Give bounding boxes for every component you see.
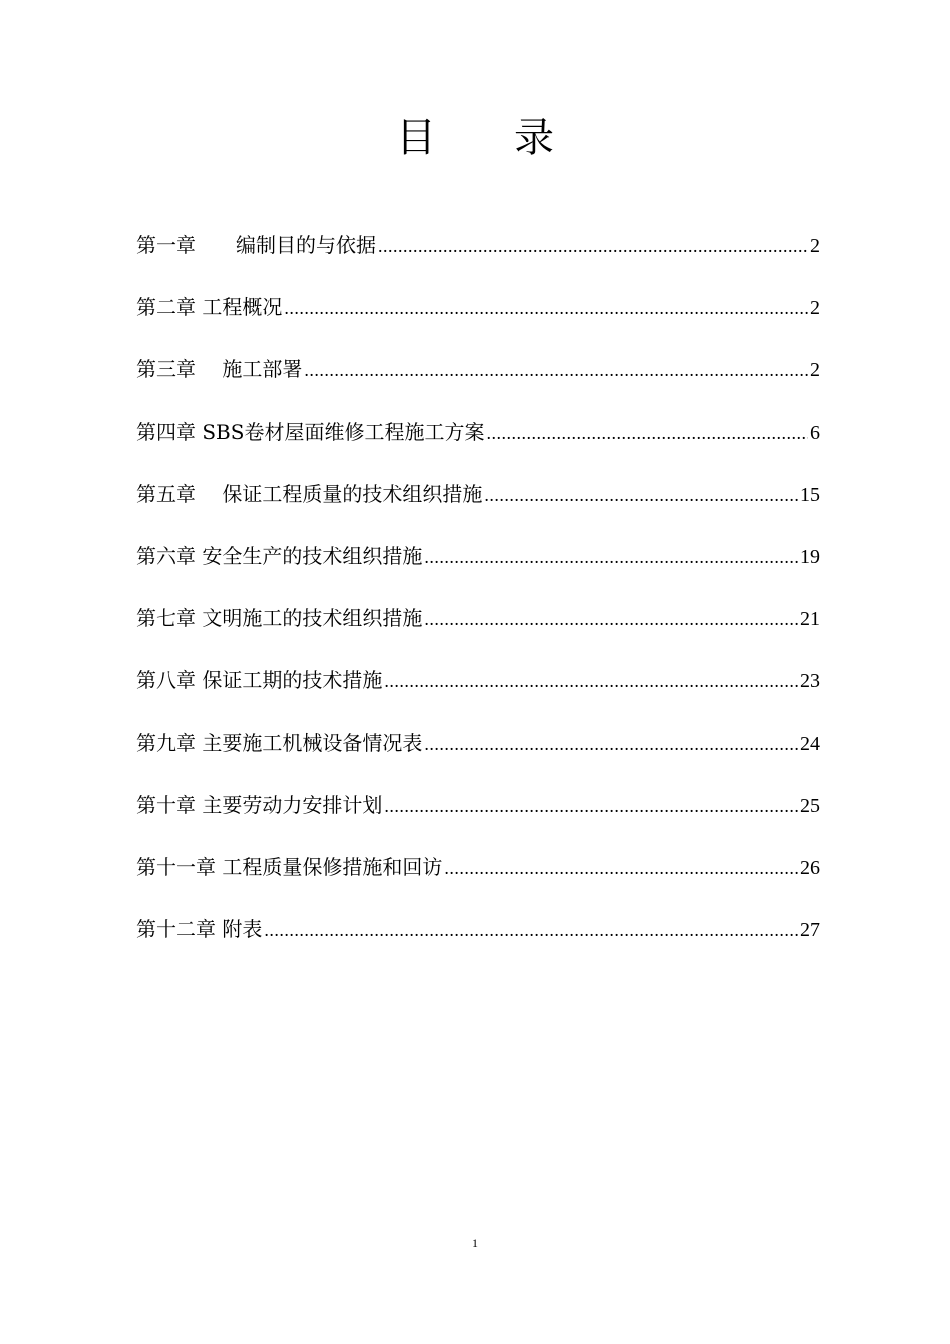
toc-dot-leader bbox=[444, 848, 798, 888]
toc-entry-page: 6 bbox=[810, 421, 820, 444]
toc-entry-page: 15 bbox=[800, 483, 820, 506]
toc-dot-leader bbox=[378, 226, 808, 266]
toc-dot-leader bbox=[424, 537, 798, 577]
table-of-contents bbox=[136, 225, 820, 971]
toc-dot-leader bbox=[424, 599, 798, 639]
toc-entry-title: 第六章 安全生产的技术组织措施 bbox=[136, 543, 423, 568]
toc-entry-title: 第三章 施工部署 bbox=[136, 357, 303, 382]
toc-entry-page: 25 bbox=[800, 794, 820, 817]
toc-dot-leader bbox=[486, 413, 808, 453]
toc-dot-leader bbox=[384, 661, 798, 701]
toc-entry-page: 23 bbox=[800, 670, 820, 693]
toc-entry-page: 2 bbox=[810, 359, 820, 382]
toc-entry-chapter-6[interactable] bbox=[136, 536, 820, 598]
toc-entry-page: 26 bbox=[800, 856, 820, 879]
toc-dot-leader bbox=[484, 475, 798, 515]
toc-entry-page: 24 bbox=[800, 732, 820, 755]
toc-entry-chapter-9[interactable] bbox=[136, 723, 820, 785]
toc-dot-leader bbox=[384, 786, 798, 826]
toc-entry-chapter-2[interactable] bbox=[136, 287, 820, 349]
toc-entry-title: 第十一章 工程质量保修措施和回访 bbox=[136, 854, 443, 879]
page-title-char-2: 录 bbox=[514, 115, 554, 161]
toc-entry-chapter-10[interactable] bbox=[136, 785, 820, 847]
toc-entry-chapter-5[interactable] bbox=[136, 474, 820, 536]
toc-entry-chapter-8[interactable] bbox=[136, 660, 820, 722]
toc-entry-title: 第五章 保证工程质量的技术组织措施 bbox=[136, 481, 483, 506]
toc-entry-title: 第十二章 附表 bbox=[136, 917, 263, 942]
toc-entry-title: 第七章 文明施工的技术组织措施 bbox=[136, 606, 423, 631]
toc-dot-leader bbox=[304, 350, 808, 390]
toc-dot-leader bbox=[264, 910, 798, 950]
toc-dot-leader bbox=[424, 724, 798, 764]
toc-entry-chapter-7[interactable] bbox=[136, 598, 820, 660]
toc-entry-page: 21 bbox=[800, 608, 820, 631]
page-number: 1 bbox=[472, 1236, 478, 1250]
page-title-char-1: 目 bbox=[396, 115, 436, 161]
toc-dot-leader bbox=[284, 288, 808, 328]
toc-entry-chapter-3[interactable] bbox=[136, 349, 820, 411]
toc-entry-title: 第四章 SBS卷材屋面维修工程施工方案 bbox=[136, 419, 485, 444]
toc-entry-chapter-12[interactable] bbox=[136, 909, 820, 971]
toc-entry-page: 2 bbox=[810, 297, 820, 320]
toc-entry-chapter-4[interactable] bbox=[136, 412, 820, 474]
toc-entry-title: 第九章 主要施工机械设备情况表 bbox=[136, 730, 423, 755]
toc-entry-title: 第一章 编制目的与依据 bbox=[136, 233, 376, 257]
page-title bbox=[0, 112, 950, 164]
toc-entry-chapter-1[interactable] bbox=[136, 225, 820, 287]
toc-entry-page: 2 bbox=[810, 235, 820, 257]
toc-entry-page: 19 bbox=[800, 545, 820, 568]
toc-entry-title: 第八章 保证工期的技术措施 bbox=[136, 668, 383, 693]
toc-entry-title: 第十章 主要劳动力安排计划 bbox=[136, 792, 383, 817]
toc-entry-title: 第二章 工程概况 bbox=[136, 295, 283, 320]
toc-entry-chapter-11[interactable] bbox=[136, 847, 820, 909]
toc-entry-page: 27 bbox=[800, 919, 820, 942]
